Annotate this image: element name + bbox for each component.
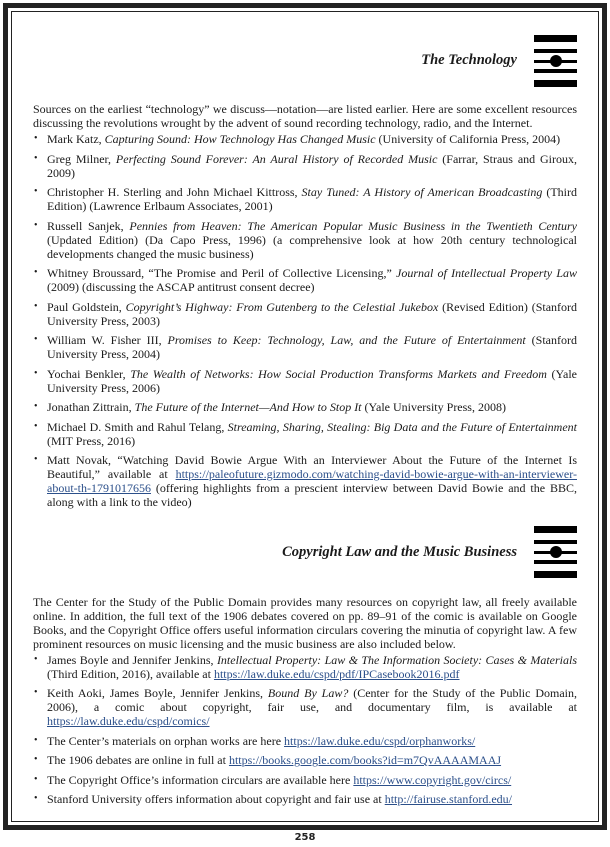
reference-item (33, 219, 577, 261)
reference-item (33, 420, 577, 448)
reference-author: James Boyle and Jennifer Jenkins, (47, 652, 217, 667)
reference-author: The Center’s materials on orphan works are here (47, 733, 285, 748)
reference-details: (Yale University Press, 2006) (47, 366, 577, 395)
reference-item (33, 753, 577, 767)
reference-author: Greg Milner, (47, 151, 116, 166)
section-header-technology (33, 33, 577, 91)
section-title: Copyright Law and the Music Business (282, 543, 517, 560)
reference-title: Pennies from Heaven: The American Popular Music Business in the Twentieth Century (129, 218, 578, 233)
reference-title: Stay Tuned: A History of American Broadcasting (301, 185, 543, 199)
reference-author: Christopher H. Sterling and John Michael Kittross, (47, 185, 302, 199)
reference-item (33, 686, 577, 728)
reference-details: (offering highlights from a prescient interview between David Bowie and the BBC, along with a link to the video) (47, 481, 577, 509)
reference-details: (Revised Edition) (Stanford University Press, 2003) (47, 299, 578, 328)
reference-link[interactable]: http://fairuse.stanford.edu/ (384, 792, 513, 806)
reference-link[interactable]: https://law.duke.edu/cspd/comics/ (47, 714, 210, 728)
reference-details: (MIT Press, 2016) (47, 433, 136, 448)
section-intro: The Center for the Study of the Public Domain provides many resources on copyright law, all freely available online. In addition, the full text of the 1906 debates covered on pp. 89–91 of the comic is available on Google Books, and the Copyright Office offers useful information circulars covering the minutia of copyright law. A few prominent resources on music licensing and the music business are also included below. (33, 594, 577, 651)
reference-author: Mark Katz, (47, 132, 105, 146)
reference-item (33, 773, 577, 787)
reference-details: (Third Edition) (Lawrence Erlbaum Associates, 2001) (47, 185, 578, 213)
reference-author: The Copyright Office’s information circulars are available here (47, 772, 354, 787)
staff-note-icon (534, 35, 577, 89)
section-header-copyright (33, 515, 577, 583)
reference-item (33, 453, 577, 509)
reference-author: The 1906 debates are online in full at (47, 753, 229, 767)
reference-details: (Updated Edition) (Da Capo Press, 1996) (a comprehensive look at how 20th century technological developments changed the music business) (47, 232, 577, 261)
reference-title: Perfecting Sound Forever: An Aural History of Recorded Music (115, 151, 438, 166)
reference-item (33, 300, 577, 328)
reference-details: (2009) (discussing the ASCAP antitrust consent decree) (47, 280, 315, 294)
reference-title: The Future of the Internet—And How to Stop It (134, 400, 362, 414)
reference-author: Paul Goldstein, (47, 299, 126, 314)
reference-item (33, 400, 577, 414)
reference-title: Bound By Law? (267, 686, 349, 700)
reference-item (33, 734, 577, 748)
section-intro: Sources on the earliest “technology” we discuss—notation—are listed earlier. Here are some excellent resources discussing the revolutions wrought by the advent of sound recording technology, radio, and the Internet. (33, 102, 577, 130)
reference-item (33, 792, 577, 806)
reference-author: Yochai Benkler, (47, 366, 131, 381)
reference-author: Michael D. Smith and Rahul Telang, (47, 419, 228, 434)
reference-author: Russell Sanjek, (47, 218, 130, 233)
reference-details: (Center for the Study of the Public Domain, 2006), a comic about copyright, fair use, and documentary film, is available at (47, 686, 577, 714)
reference-details: (Stanford University Press, 2004) (47, 333, 577, 361)
reference-title: Intellectual Property: Law & The Information Society: Cases & Materials (216, 652, 577, 667)
reference-author: Keith Aoki, James Boyle, Jennifer Jenkins, (47, 686, 268, 700)
reference-title: Capturing Sound: How Technology Has Changed Music (104, 132, 376, 146)
reference-details: (Farrar, Straus and Giroux, 2009) (47, 151, 578, 180)
reference-list (33, 132, 577, 509)
reference-item (33, 653, 577, 681)
reference-author: William W. Fisher III, (47, 333, 168, 347)
reference-list (33, 653, 577, 807)
page-content (33, 0, 577, 812)
reference-author: Stanford University offers information about copyright and fair use at (47, 792, 385, 806)
reference-title: Streaming, Sharing, Stealing: Big Data and the Future of Entertainment (227, 419, 577, 434)
reference-item (33, 333, 577, 361)
reference-title: The Wealth of Networks: How Social Production Transforms Markets and Freedom (130, 366, 547, 381)
reference-link[interactable]: https://www.copyright.gov/circs/ (353, 772, 512, 787)
reference-link[interactable]: https://law.duke.edu/cspd/orphanworks/ (284, 733, 476, 748)
page-number: 258 (294, 832, 316, 843)
reference-author: Matt Novak, “Watching David Bowie Argue With an Interviewer About the Future of the Internet Is Beautiful,” available at (47, 453, 577, 481)
reference-item (33, 132, 577, 146)
reference-title: Copyright’s Highway: From Gutenberg to the Celestial Jukebox (125, 299, 439, 314)
reference-title: Promises to Keep: Technology, Law, and the Future of Entertainment (167, 333, 526, 347)
staff-note-icon (534, 526, 577, 580)
reference-details: (University of California Press, 2004) (375, 132, 561, 146)
reference-item (33, 266, 577, 294)
reference-link[interactable]: https://books.google.com/books?id=m7QvAAAAMAAJ (228, 753, 502, 767)
reference-item (33, 185, 577, 213)
reference-link[interactable]: https://paleofuture.gizmodo.com/watching-david-bowie-argue-with-an-interviewer-about-th-1791017656 (47, 467, 577, 495)
reference-link[interactable]: https://law.duke.edu/cspd/pdf/IPCasebook2016.pdf (213, 666, 460, 681)
reference-item (33, 367, 577, 395)
reference-author: Whitney Broussard, “The Promise and Peril of Collective Licensing,” (47, 266, 397, 280)
reference-title: Journal of Intellectual Property Law (396, 266, 577, 280)
section-title: The Technology (421, 52, 517, 68)
reference-item (33, 152, 577, 180)
reference-details: (Third Edition, 2016), available at (47, 666, 214, 681)
reference-details: (Yale University Press, 2008) (361, 400, 506, 414)
reference-author: Jonathan Zittrain, (47, 400, 135, 414)
